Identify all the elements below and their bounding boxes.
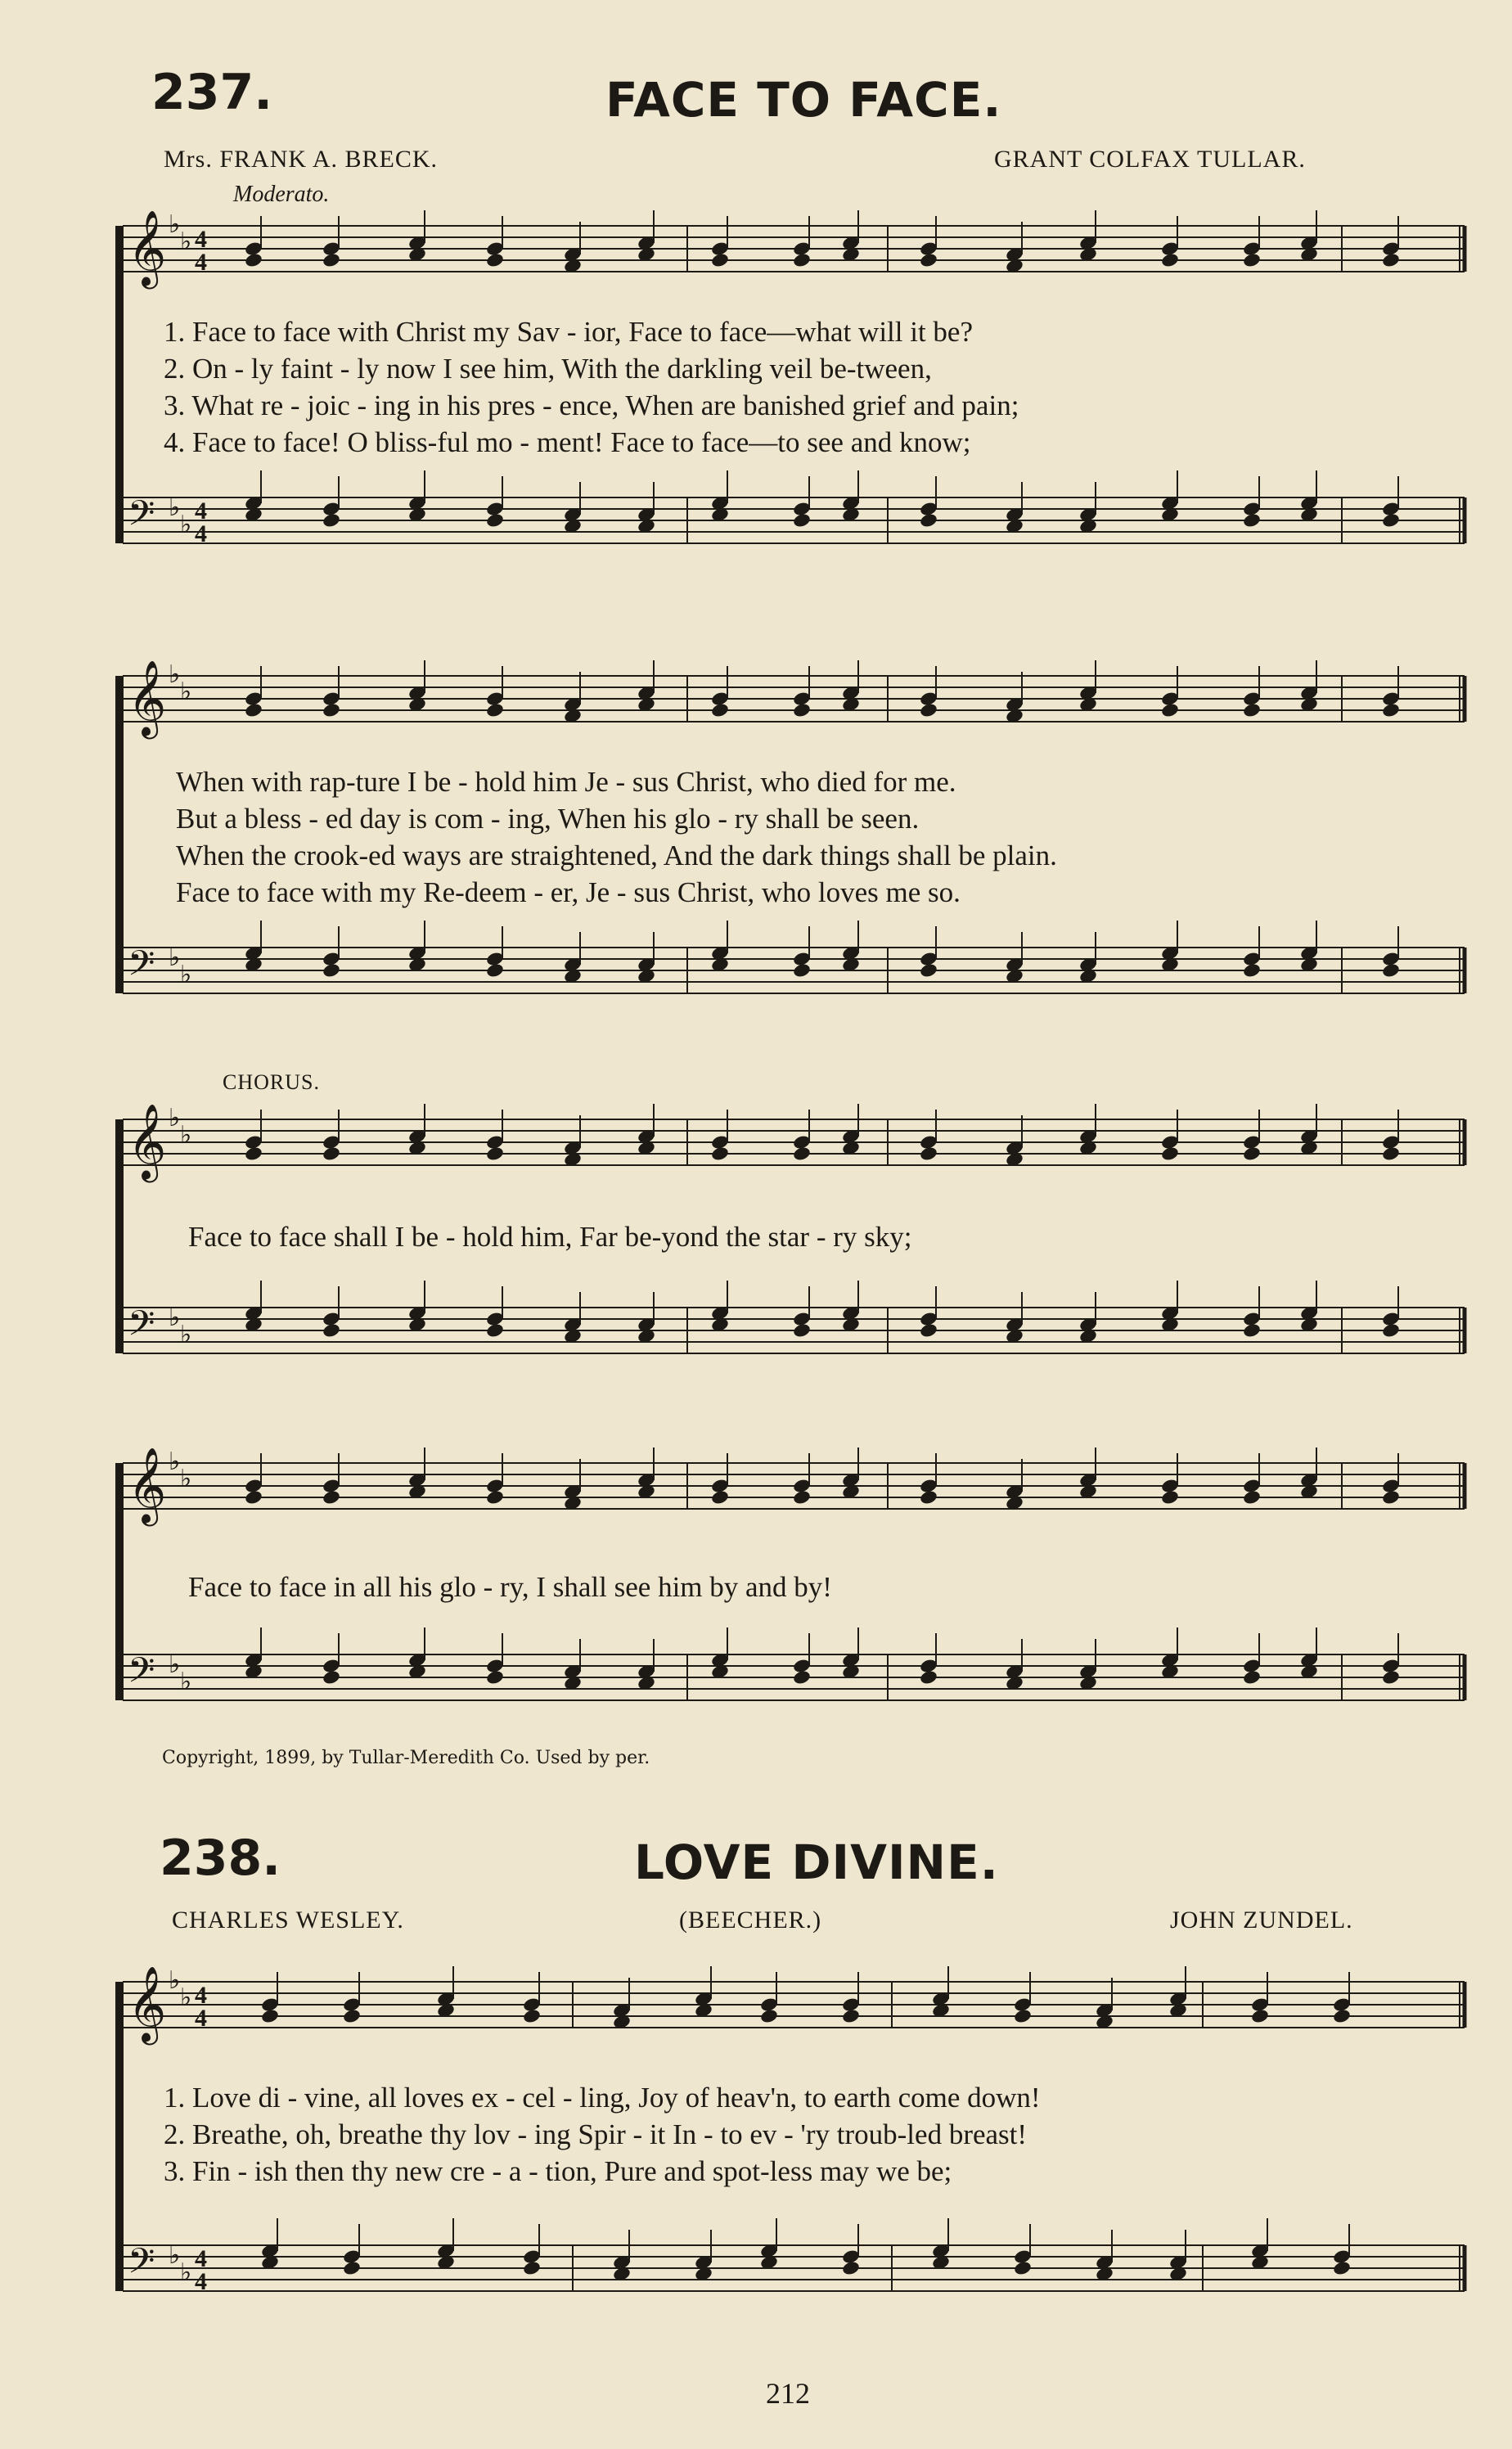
note-head — [1242, 252, 1262, 268]
flat-icon: ♭ — [169, 1967, 181, 1994]
note-head — [710, 1489, 730, 1506]
note-head — [1381, 1669, 1401, 1686]
note-group — [260, 2218, 1352, 2282]
flat-icon: ♭ — [169, 944, 181, 971]
note-head — [260, 2008, 280, 2024]
lyric-line: When the crook-ed ways are straightened, And the dark things shall be plain. — [176, 840, 1057, 871]
lyric-line: But a bless - ed day is com - ing, When his glo - ry shall be seen. — [176, 803, 920, 835]
hymn-number: 237. — [151, 64, 273, 121]
treble-clef-icon: 𝄞 — [128, 660, 167, 736]
bass-clef-icon: 𝄢 — [128, 1303, 155, 1353]
note-head — [1381, 1146, 1401, 1162]
note-head — [1381, 702, 1401, 718]
note-head — [322, 702, 341, 718]
lyric-line: 4. Face to face! O bliss-ful mo - ment! Face to face—to see and know; — [164, 426, 971, 458]
note-head — [244, 702, 263, 718]
flat-icon: ♭ — [169, 494, 181, 521]
note-head — [1160, 252, 1180, 268]
note-head — [342, 2008, 362, 2024]
bass-staff — [123, 493, 1465, 543]
note-group — [244, 1104, 1401, 1168]
note-head — [1242, 512, 1262, 529]
treble-clef-icon: 𝄞 — [128, 1965, 167, 2042]
hymn-number: 238. — [160, 1830, 281, 1887]
copyright-notice: Copyright, 1899, by Tullar-Meredith Co. Used by per. — [162, 1748, 650, 1768]
page-number: 212 — [766, 2377, 810, 2410]
note-head — [841, 2008, 861, 2024]
note-head — [792, 1322, 812, 1339]
note-head — [919, 252, 938, 268]
composer-credit: GRANT COLFAX TULLAR. — [994, 146, 1306, 173]
note-head — [1381, 1489, 1401, 1506]
note-head — [1242, 1489, 1262, 1506]
note-head — [1332, 2260, 1352, 2276]
bass-clef-icon: 𝄢 — [128, 2241, 155, 2290]
note-head — [244, 1146, 263, 1162]
note-head — [1160, 702, 1180, 718]
verse-lines — [164, 316, 1019, 463]
flat-icon: ♭ — [180, 1122, 192, 1149]
note-head — [919, 1322, 938, 1339]
note-head — [1013, 2260, 1033, 2276]
bass-clef-icon: 𝄢 — [128, 943, 155, 993]
note-head — [792, 1489, 812, 1506]
flat-icon: ♭ — [169, 1448, 181, 1475]
hymn-title: LOVE DIVINE. — [634, 1834, 999, 1890]
note-head — [919, 1146, 938, 1162]
note-head — [322, 1489, 341, 1506]
bass-staff — [123, 943, 1465, 993]
lyric-line: 2. Breathe, oh, breathe thy lov - ing Spir - it In - to ev - 'ry troub-led breast! — [164, 2118, 1028, 2150]
verse-lines — [176, 766, 1057, 913]
lyric-line: 1. Love di - vine, all loves ex - cel - ling, Joy of heav'n, to earth come down! — [164, 2082, 1041, 2114]
note-head — [919, 1489, 938, 1506]
author-credit: Mrs. FRANK A. BRECK. — [164, 146, 439, 173]
note-group — [244, 210, 1401, 274]
note-head — [322, 1322, 341, 1339]
flat-icon: ♭ — [169, 1651, 181, 1678]
note-head — [1332, 2008, 1352, 2024]
flat-icon: ♭ — [180, 1668, 192, 1695]
author-credit: CHARLES WESLEY. — [172, 1907, 404, 1934]
chorus-lyric-line: Face to face in all his glo - ry, I shall see him by and by! — [188, 1571, 832, 1603]
time-signature: 4 — [195, 2245, 207, 2272]
note-head — [1250, 2008, 1270, 2024]
note-head — [919, 962, 938, 979]
note-group — [260, 1966, 1352, 2030]
note-head — [1242, 962, 1262, 979]
note-head — [1242, 1322, 1262, 1339]
treble-clef-icon: 𝄞 — [128, 209, 167, 286]
verse-lines — [164, 2082, 1041, 2192]
note-head — [1381, 252, 1401, 268]
note-group — [244, 470, 1401, 534]
bass-clef-icon: 𝄢 — [128, 493, 155, 542]
note-head — [522, 2260, 542, 2276]
flat-icon: ♭ — [180, 678, 192, 705]
time-signature: 4 — [195, 2268, 207, 2295]
flat-icon: ♭ — [180, 1984, 192, 2011]
note-head — [792, 702, 812, 718]
note-head — [1013, 2008, 1033, 2024]
note-head — [322, 252, 341, 268]
lyric-line: 3. What re - joic - ing in his pres - ence, When are banished grief and pain; — [164, 389, 1019, 421]
flat-icon: ♭ — [169, 1304, 181, 1331]
note-head — [1242, 1146, 1262, 1162]
note-head — [485, 252, 505, 268]
composer-credit: JOHN ZUNDEL. — [1170, 1907, 1353, 1934]
time-signature: 4 — [195, 520, 207, 547]
tempo-marking: Moderato. — [233, 182, 330, 207]
note-head — [485, 1322, 505, 1339]
note-head — [919, 1669, 938, 1686]
note-head — [710, 252, 730, 268]
time-signature: 4 — [195, 2005, 207, 2032]
note-head — [792, 1669, 812, 1686]
time-signature: 4 — [195, 1982, 207, 2009]
flat-icon: ♭ — [169, 661, 181, 688]
note-head — [841, 2260, 861, 2276]
treble-clef-icon: 𝄞 — [128, 1103, 167, 1179]
note-head — [792, 1146, 812, 1162]
note-head — [1242, 702, 1262, 718]
bass-staff — [123, 1650, 1465, 1700]
note-head — [792, 962, 812, 979]
note-group — [244, 660, 1401, 724]
note-head — [485, 1146, 505, 1162]
lyric-line: When with rap-ture I be - hold him Je - sus Christ, who died for me. — [176, 766, 956, 798]
note-head — [1242, 1669, 1262, 1686]
flat-icon: ♭ — [180, 228, 192, 255]
note-head — [342, 2260, 362, 2276]
bass-clef-icon: 𝄢 — [128, 1650, 155, 1699]
note-head — [919, 512, 938, 529]
note-head — [1381, 962, 1401, 979]
note-head — [322, 512, 341, 529]
flat-icon: ♭ — [180, 1465, 192, 1492]
lyric-line: 2. On - ly faint - ly now I see him, With the darkling veil be-tween, — [164, 353, 932, 385]
note-head — [485, 1489, 505, 1506]
flat-icon: ♭ — [180, 511, 192, 538]
note-head — [919, 702, 938, 718]
time-signature: 4 — [195, 497, 207, 524]
note-group — [244, 1627, 1401, 1691]
chorus-label: CHORUS. — [223, 1070, 320, 1094]
note-head — [1381, 512, 1401, 529]
note-group — [244, 1281, 1401, 1344]
bass-staff — [123, 1303, 1465, 1353]
note-head — [322, 962, 341, 979]
tune-name: (BEECHER.) — [679, 1907, 822, 1934]
treble-clef-icon: 𝄞 — [128, 1447, 167, 1523]
note-head — [244, 1489, 263, 1506]
flat-icon: ♭ — [169, 1105, 181, 1132]
flat-icon: ♭ — [180, 2259, 192, 2286]
note-head — [1160, 1489, 1180, 1506]
lyric-line: 3. Fin - ish then thy new cre - a - tion, Pure and spot-less may we be; — [164, 2155, 952, 2187]
note-head — [1160, 1146, 1180, 1162]
flat-icon: ♭ — [180, 961, 192, 988]
note-group — [244, 921, 1401, 984]
note-head — [485, 512, 505, 529]
flat-icon: ♭ — [169, 2242, 181, 2269]
lyric-line: 1. Face to face with Christ my Sav - ior, Face to face—what will it be? — [164, 316, 974, 348]
note-head — [792, 252, 812, 268]
note-head — [322, 1669, 341, 1686]
note-head — [522, 2008, 542, 2024]
note-head — [485, 962, 505, 979]
note-head — [322, 1146, 341, 1162]
lyric-line: Face to face with my Re-deem - er, Je - sus Christ, who loves me so. — [176, 876, 961, 908]
flat-icon: ♭ — [169, 211, 181, 238]
note-head — [710, 1146, 730, 1162]
note-head — [792, 512, 812, 529]
note-head — [244, 252, 263, 268]
note-group — [244, 1447, 1401, 1511]
time-signature: 4 — [195, 226, 207, 253]
hymn-title: FACE TO FACE. — [605, 72, 1002, 128]
note-head — [1381, 1322, 1401, 1339]
note-head — [485, 1669, 505, 1686]
time-signature: 4 — [195, 249, 207, 276]
flat-icon: ♭ — [180, 1321, 192, 1348]
note-head — [759, 2008, 779, 2024]
chorus-lyric-line: Face to face shall I be - hold him, Far be-yond the star - ry sky; — [188, 1221, 912, 1253]
note-head — [710, 702, 730, 718]
note-head — [485, 702, 505, 718]
